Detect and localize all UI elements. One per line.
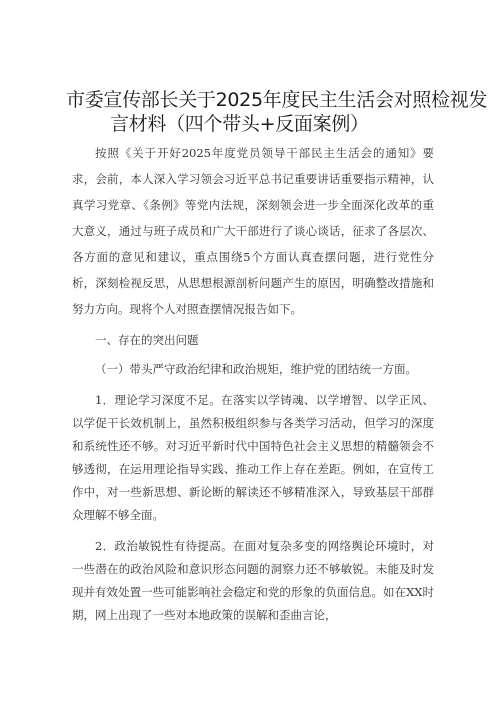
section-heading-1: 一、存在的突出问题 bbox=[95, 333, 199, 347]
intro-paragraph: 按照《关于开好2025年度党员领导干部民主生活会的通知》要求，会前，本人深入学习领会习近平总书记重要讲话重要指示精神，认真学习党章、《条例》等党内法规，深刻领会进一步全面深化改革的重大意义，通过与班子成员和广大干部进行了谈心谈话，征求了各层次、各方面的意见和建议，重点围绕5个方面认真查摆问题，进行党性分析，深刻检视反思，从思想根源剖析问题产生的原因，明确整改措施和努力方向。现将个人对照查摆情况报告如下。 bbox=[72, 146, 434, 316]
document-body bbox=[72, 140, 434, 635]
subsection-heading-1: （一）带头严守政治纪律和政治规矩，维护党的团结统一方面。 bbox=[95, 362, 417, 376]
title-line-1: 市委宣传部长关于2025年度民主生活会对照检视发 bbox=[66, 89, 488, 111]
item-paragraph-2: 2．政治敏锐性有待提高。在面对复杂多变的网络舆论环境时，对一些潜在的政治风险和意识形态问题的洞察力还不够敏锐。未能及时发现并有效处置一些可能影响社会稳定和党的形象的负面信息。如在XX时期，网上出现了一些对本地政策的误解和歪曲言论， bbox=[72, 539, 434, 622]
title-line-2: 言材料（四个带头+反面案例） bbox=[110, 113, 369, 135]
document-title bbox=[66, 88, 488, 136]
item-paragraph-1: 1．理论学习深度不足。在落实以学铸魂、以学增智、以学正风、以学促干长效机制上，虽然积极组织参与各类学习活动，但学习的深度和系统性还不够。对习近平新时代中国特色社会主义思想的精髓领会不够透彻，在运用理论指导实践、推动工作上存在差距。例如，在宣传工作中，对一些新思想、新论断的解读还不够精准深入，导致基层干部群众理解不够全面。 bbox=[72, 393, 434, 522]
